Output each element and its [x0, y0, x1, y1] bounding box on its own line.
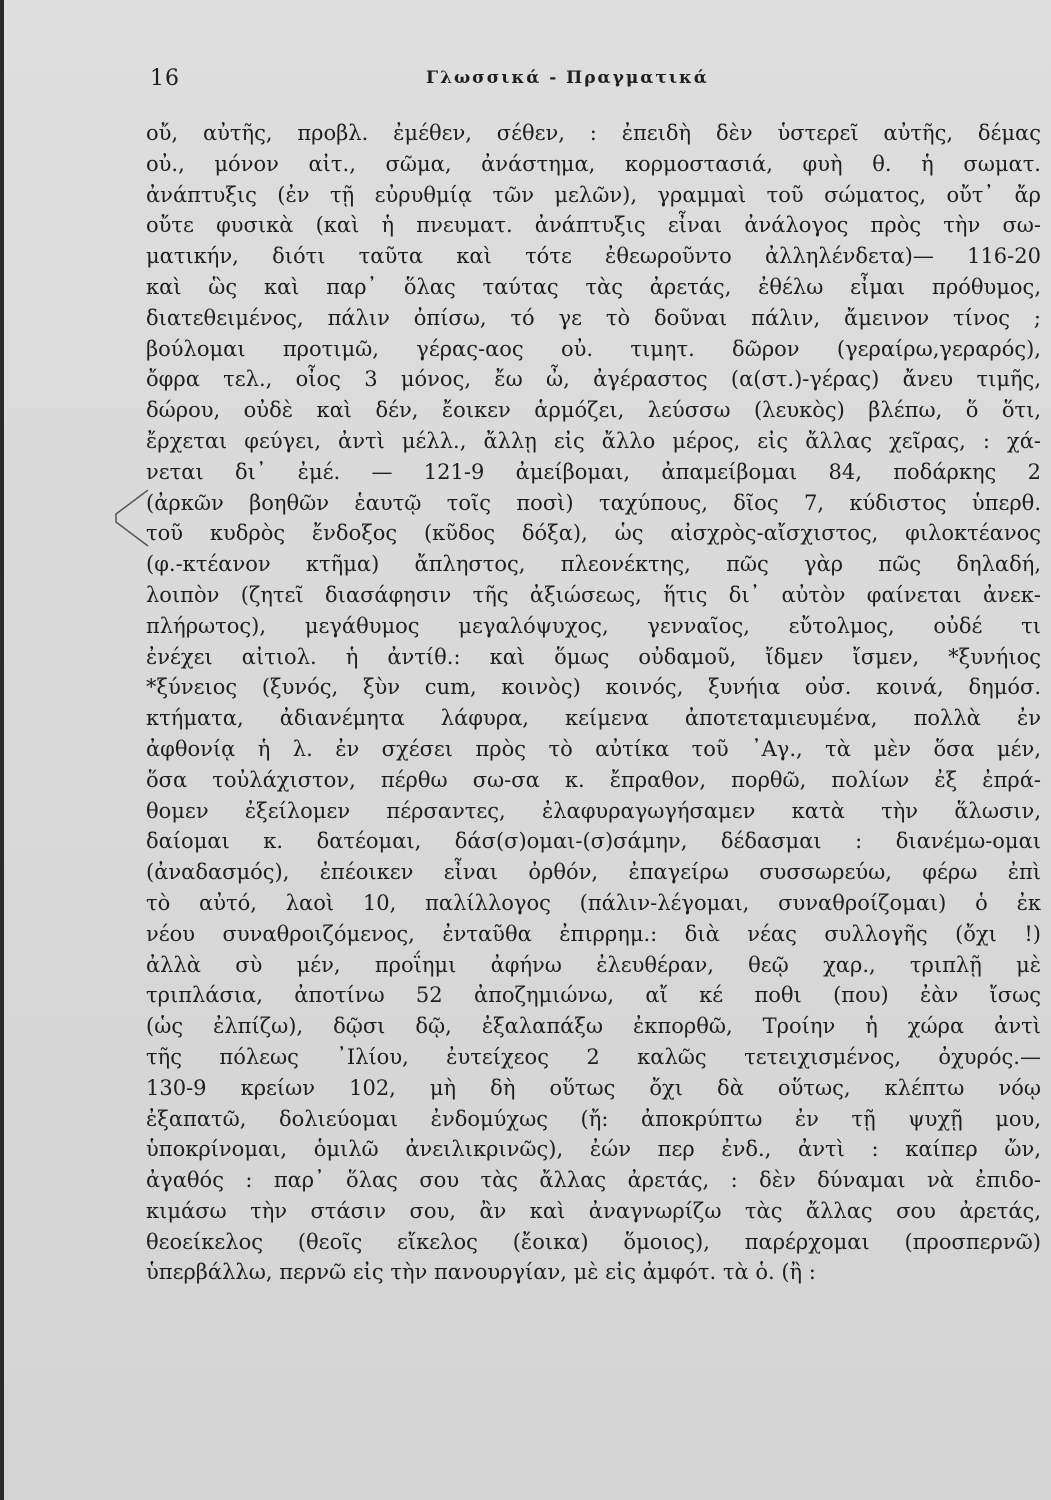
text-line: τὸ αὐτό, λαοὶ 10, παλίλλογος (πάλιν-λέγομαι, συναθροίζομαι) ὁ ἐκ: [146, 890, 1041, 915]
text-line: τριπλάσια, ἀποτίνω 52 ἀποζημιώνω, αἴ κέ ποθι (που) ἐὰν ἴσως: [146, 983, 1041, 1008]
text-line: (φ.-κτέανον κτῆμα) ἄπληστος, πλεονέκτης, πῶς γὰρ πῶς δηλαδή,: [146, 552, 1041, 577]
text-line: διατεθειμένος, πάλιν ὀπίσω, τό γε τὸ δοῦναι πάλιν, ἄμεινον τίνος ;: [146, 305, 1041, 330]
text-line: ὄφρα τελ., οἶος 3 μόνος, ἔω ὦ, ἀγέραστος (α(στ.)-γέρας) ἄνευ τιμῆς,: [146, 367, 1041, 392]
text-line: κιμάσω τὴν στάσιν σου, ἂν καὶ ἀναγνωρίζω τὰς ἄλλας σου ἀρετάς,: [146, 1198, 1041, 1223]
text-line: *ξύνειος (ξυνός, ξὺν cum, κοινὸς) κοινός, ξυνήια οὐσ. κοινά, δημόσ.: [146, 675, 1041, 700]
text-line: θομεν ἐξείλομεν πέρσαντες, ἐλαφυραγωγήσαμεν κατὰ τὴν ἅλωσιν,: [146, 798, 1041, 823]
text-line: θεοείκελος (θεοῖς εἴκελος (ἔοικα) ὅμοιος), παρέρχομαι (προσπερνῶ): [146, 1229, 1041, 1254]
text-line: λοιπὸν (ζητεῖ διασάφησιν τῆς ἀξιώσεως, ἥτις δι᾽ αὐτὸν φαίνεται ἀνεκ-: [146, 582, 1041, 607]
page-edge-shadow: [0, 0, 4, 1500]
body-text: [146, 118, 1041, 1288]
text-line: κτήματα, ἀδιανέμητα λάφυρα, κείμενα ἀποτεταμιευμένα, πολλὰ ἐν: [146, 706, 1041, 731]
text-line: τῆς πόλεως ᾽Ιλίου, ἐυτείχεος 2 καλῶς τετειχισμένος, ὀχυρός.—: [146, 1044, 1041, 1069]
text-line: 130-9 κρείων 102, μὴ δὴ οὕτως ὄχι δὰ οὕτως, κλέπτω νόῳ: [146, 1075, 1041, 1100]
text-line: (ὡς ἐλπίζω), δῷσι δῷ, ἐξαλαπάξω ἐκπορθῶ, Τροίην ἡ χώρα ἀντὶ: [146, 1014, 1041, 1039]
margin-bracket-mark: [112, 488, 150, 548]
text-line: ἔρχεται φεύγει, ἀντὶ μέλλ., ἄλλῃ εἰς ἄλλο μέρος, εἰς ἄλλας χεῖρας, : χά-: [146, 428, 1041, 453]
page-number: 16: [150, 66, 180, 91]
text-line: οὔ, αὐτῆς, προβλ. ἐμέθεν, σέθεν, : ἐπειδὴ δὲν ὑστερεῖ αὐτῆς, δέμας: [146, 121, 1041, 145]
text-line: καὶ ὣς καὶ παρ᾽ ὅλας ταύτας τὰς ἀρετάς, ἐθέλω εἶμαι πρόθυμος,: [146, 274, 1041, 299]
text-line: ἀφθονίᾳ ἡ λ. ἐν σχέσει πρὸς τὸ αὐτίκα τοῦ ᾽Αγ., τὰ μὲν ὅσα μέν,: [146, 736, 1041, 761]
text-line: ὑποκρίνομαι, ὁμιλῶ ἀνειλικρινῶς), ἐών περ ἐνδ., ἀντὶ : καίπερ ὤν,: [146, 1137, 1041, 1162]
text-line: δώρου, οὐδὲ καὶ δέν, ἔοικεν ἁρμόζει, λεύσσω (λευκὸς) βλέπω, ὅ ὅτι,: [146, 398, 1041, 423]
text-line: οὐ., μόνον αἰτ., σῶμα, ἀνάστημα, κορμοστασιά, φυὴ θ. ἡ σωματ.: [146, 151, 1041, 176]
text-line: οὔτε φυσικὰ (καὶ ἡ πνευματ. ἀνάπτυξις εἶναι ἀνάλογος πρὸς τὴν σω-: [146, 213, 1041, 238]
text-line: δαίομαι κ. δατέομαι, δάσ(σ)ομαι-(σ)σάμην, δέδασμαι : διανέμω-ομαι: [146, 829, 1041, 854]
text-line: ὅσα τοὐλάχιστον, πέρθω σω-σα κ. ἔπραθον, πορθῶ, πολίων ἐξ ἐπρά-: [146, 767, 1041, 792]
running-head: Γλωσσικά - Πραγματικά: [426, 68, 709, 88]
text-line: ματικήν, διότι ταῦτα καὶ τότε ἐθεωροῦντο ἀλληλένδετα)— 116-20: [146, 244, 1041, 269]
text-line: ἀλλὰ σὺ μέν, προΐημι ἀφήνω ἐλευθέραν, θεῷ χαρ., τριπλῇ μὲ: [146, 952, 1041, 977]
text-line: νέου συναθροιζόμενος, ἐνταῦθα ἐπιρρημ.: διὰ νέας συλλογῆς (ὄχι !): [146, 921, 1041, 946]
text-line: τοῦ κυδρὸς ἔνδοξος (κῦδος δόξα), ὡς αἰσχρὸς-αἴσχιστος, φιλοκτέανος: [146, 521, 1041, 546]
page-header: [150, 62, 1010, 98]
text-line: βούλομαι προτιμῶ, γέρας-αος οὐ. τιμητ. δῶρον (γεραίρω,γεραρός),: [146, 336, 1041, 361]
text-line: (ἀρκῶν βοηθῶν ἑαυτῷ τοῖς ποσὶ) ταχύπους, δῖος 7, κύδιστος ὑπερθ.: [146, 490, 1041, 515]
text-line: ἀγαθός : παρ᾽ ὅλας σου τὰς ἄλλας ἀρετάς, : δὲν δύναμαι νὰ ἐπιδο-: [146, 1168, 1041, 1193]
text-line: ἐξαπατῶ, δολιεύομαι ἐνδομύχως (ἤ: ἀποκρύπτω ἐν τῇ ψυχῇ μου,: [146, 1106, 1041, 1131]
text-line: πλήρωτος), μεγάθυμος μεγαλόψυχος, γενναῖος, εὔτολμος, οὐδέ τι: [146, 613, 1041, 638]
text-line: ἐνέχει αἰτιολ. ἡ ἀντίθ.: καὶ ὅμως οὐδαμοῦ, ἴδμεν ἴσμεν, *ξυνήιος: [146, 644, 1041, 669]
text-line: ἀνάπτυξις (ἐν τῇ εὐρυθμίᾳ τῶν μελῶν), γραμμαὶ τοῦ σώματος, οὔτ᾽ ἄρ: [146, 182, 1041, 207]
text-line: ὑπερβάλλω, περνῶ εἰς τὴν πανουργίαν, μὲ εἰς ἀμφότ. τὰ ὁ. (ἢ :: [146, 1260, 816, 1285]
text-line: νεται δι᾽ ἐμέ. — 121-9 ἀμείβομαι, ἀπαμείβομαι 84, ποδάρκης 2: [146, 459, 1041, 484]
text-line: (ἀναδασμός), ἐπέοικεν εἶναι ὀρθόν, ἐπαγείρω συσσωρεύω, φέρω ἐπὶ: [146, 860, 1041, 885]
